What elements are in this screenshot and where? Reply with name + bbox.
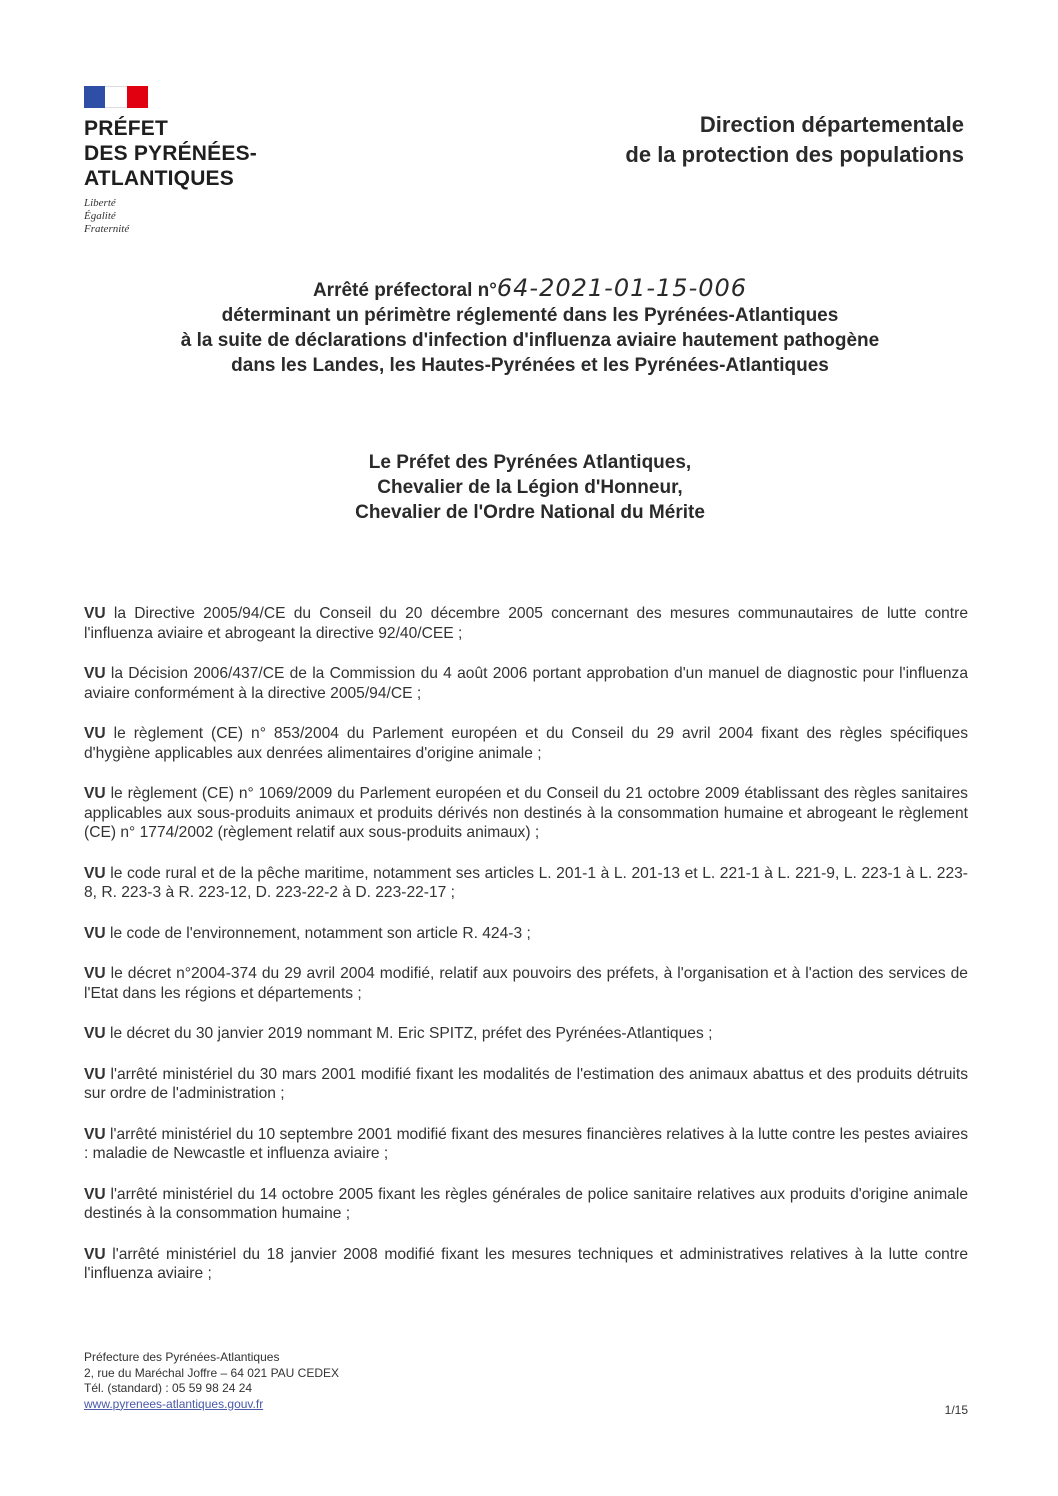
visa-paragraph (84, 1245, 968, 1284)
footer-line: Tél. (standard) : 05 59 98 24 24 (84, 1381, 253, 1395)
vu-keyword: VU (84, 1245, 106, 1263)
visa-text: l'arrêté ministériel du 30 mars 2001 modifié fixant les modalités de l'estimation des animaux abattus et des produits détruits sur ordre de l'administration ; (84, 1065, 968, 1102)
visa-paragraph (84, 924, 968, 944)
french-flag-icon (84, 86, 148, 108)
visa-text: la Directive 2005/94/CE du Conseil du 20 décembre 2005 concernant des mesures communautaires de lutte contre l'influenza aviaire et abrogeant la directive 92/40/CEE ; (84, 605, 968, 642)
visa-list (84, 604, 968, 1305)
visa-paragraph (84, 1125, 968, 1164)
arrete-title (90, 276, 970, 378)
footer-line: Préfecture des Pyrénées-Atlantiques (84, 1350, 280, 1364)
footer-address (84, 1350, 339, 1412)
prefet-title-line: Chevalier de la Légion d'Honneur, (377, 477, 683, 498)
visa-text: l'arrêté ministériel du 14 octobre 2005 fixant les règles générales de police sanitaire relatives aux produits d'origine animale destinés à la consommation humaine ; (84, 1185, 968, 1222)
vu-keyword: VU (84, 864, 106, 882)
visa-paragraph (84, 604, 968, 643)
logo-line: PRÉFET (84, 117, 169, 140)
vu-keyword: VU (84, 1025, 106, 1042)
direction-line: de la protection des populations (625, 142, 964, 167)
prefet-title-line: Le Préfet des Pyrénées Atlantiques, (368, 452, 692, 473)
motto-line: Liberté (84, 197, 116, 209)
visa-text: le décret n°2004-374 du 29 avril 2004 modifié, relatif aux pouvoirs des préfets, à l'organisation et à l'action des services de l'Etat dans les régions et départements ; (84, 965, 968, 1002)
visa-text: le code rural et de la pêche maritime, notamment ses articles L. 201-1 à L. 201-13 et L. 221-1 à L. 221-9, L. 223-1 à L. 223-8, R. 223-3 à R. 223-12, D. 223-22-2 à D. 223-22-17 ; (84, 864, 968, 901)
visa-text: le code de l'environnement, notamment son article R. 424-3 ; (110, 924, 531, 942)
vu-keyword: VU (84, 785, 106, 802)
visa-paragraph (84, 964, 968, 1003)
visa-paragraph (84, 1024, 968, 1044)
arrete-number: 64-2021-01-15-006 (496, 274, 748, 302)
motto-line: Fraternité (84, 223, 130, 235)
vu-keyword: VU (84, 1065, 106, 1083)
motto-line: Égalité (84, 210, 116, 222)
visa-text: le règlement (CE) n° 1069/2009 du Parlement européen et du Conseil du 21 octobre 2009 établissant des règles sanitaires applicables aux sous-produits animaux et produits dérivés non destinés à la consommation humaine et abrogeant le règlement (CE) n° 1774/2002 (règlement relatif aux sous-produits animaux) ; (84, 785, 968, 841)
vu-keyword: VU (84, 965, 106, 982)
vu-keyword: VU (84, 1125, 106, 1143)
logo-text (84, 116, 257, 191)
vu-keyword: VU (84, 605, 106, 622)
visa-paragraph (84, 784, 968, 843)
logo-line: DES PYRÉNÉES- (84, 142, 257, 165)
page-number: 1/15 (944, 1403, 968, 1417)
vu-keyword: VU (84, 924, 106, 942)
visa-paragraph (84, 664, 968, 703)
visa-text: le décret du 30 janvier 2019 nommant M. Eric SPITZ, préfet des Pyrénées-Atlantiques ; (110, 1025, 713, 1042)
visa-text: le règlement (CE) n° 853/2004 du Parlement européen et du Conseil du 29 avril 2004 fixant des règles spécifiques d'hygiène applicables aux denrées alimentaires d'origine animale ; (84, 725, 968, 762)
vu-keyword: VU (84, 725, 106, 742)
prefet-title (90, 450, 970, 525)
visa-paragraph (84, 1065, 968, 1104)
logo-line: ATLANTIQUES (84, 167, 234, 190)
visa-text: la Décision 2006/437/CE de la Commission du 4 août 2006 portant approbation d'un manuel de diagnostic pour l'influenza aviaire conformément à la directive 2005/94/CE ; (84, 665, 968, 702)
direction-heading (625, 110, 964, 170)
direction-line: Direction départementale (699, 112, 964, 137)
arrete-number-line (90, 276, 970, 303)
vu-keyword: VU (84, 665, 106, 682)
arrete-subject-line: dans les Landes, les Hautes-Pyrénées et les Pyrénées-Atlantiques (231, 355, 829, 376)
arrete-subject-line: déterminant un périmètre réglementé dans les Pyrénées-Atlantiques (221, 305, 839, 326)
website-link[interactable]: www.pyrenees-atlantiques.gouv.fr (84, 1396, 264, 1411)
visa-paragraph (84, 1185, 968, 1224)
republic-motto (84, 197, 257, 236)
arrete-subject-line: à la suite de déclarations d'infection d'influenza aviaire hautement pathogène (180, 330, 880, 351)
prefecture-logo (84, 86, 257, 236)
footer-line: 2, rue du Maréchal Joffre – 64 021 PAU CEDEX (84, 1365, 340, 1380)
visa-paragraph (84, 724, 968, 763)
visa-text: l'arrêté ministériel du 10 septembre 2001 modifié fixant des mesures financières relatives à la lutte contre les pestes aviaires : maladie de Newcastle et influenza aviaire ; (84, 1125, 968, 1162)
arrete-prefix: Arrêté préfectoral n° (312, 280, 497, 301)
prefet-title-line: Chevalier de l'Ordre National du Mérite (355, 502, 705, 523)
visa-text: l'arrêté ministériel du 18 janvier 2008 modifié fixant les mesures techniques et administratives relatives à la lutte contre l'influenza aviaire ; (84, 1245, 968, 1282)
vu-keyword: VU (84, 1185, 106, 1203)
visa-paragraph (84, 864, 968, 903)
